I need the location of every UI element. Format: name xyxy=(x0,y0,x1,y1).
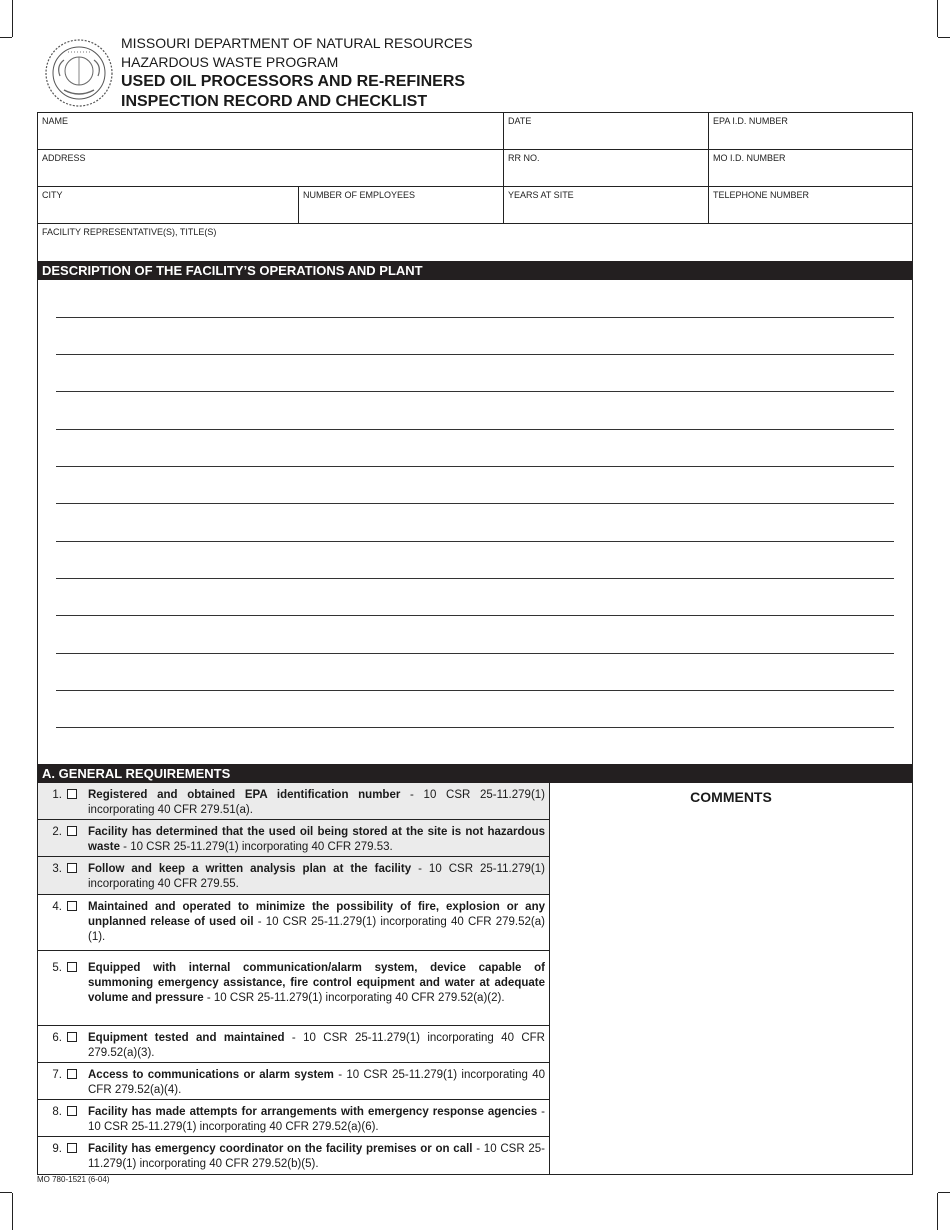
description-section-header: DESCRIPTION OF THE FACILITY’S OPERATIONS AND PLANT xyxy=(38,261,912,280)
representative-field[interactable]: FACILITY REPRESENTATIVE(S), TITLE(S) xyxy=(42,227,217,237)
address-field[interactable]: ADDRESS xyxy=(42,153,86,163)
program-name: HAZARDOUS WASTE PROGRAM xyxy=(121,54,339,70)
description-line[interactable] xyxy=(56,466,894,467)
requirement-checkbox[interactable] xyxy=(67,901,77,911)
grid-line xyxy=(38,223,912,224)
crop-mark xyxy=(938,1192,950,1193)
description-line[interactable] xyxy=(56,727,894,728)
requirement-checkbox[interactable] xyxy=(67,962,77,972)
requirement-checkbox[interactable] xyxy=(67,1032,77,1042)
mo-id-field[interactable]: MO I.D. NUMBER xyxy=(713,153,786,163)
requirement-row: 5. Equipped with internal communication/alarm system, device capable of summoning emergency assistance, fire control equipment and water at adequate volume and pressure - 10 CSR 25-11.279(1) incorporating 40 CFR 279.52(a)(2). xyxy=(38,951,549,1026)
requirement-checkbox[interactable] xyxy=(67,863,77,873)
grid-line xyxy=(298,186,299,223)
city-field[interactable]: CITY xyxy=(42,190,63,200)
state-seal-icon xyxy=(44,38,114,108)
grid-line xyxy=(503,113,504,223)
description-line[interactable] xyxy=(56,354,894,355)
requirement-row: 1. Registered and obtained EPA identification number - 10 CSR 25-11.279(1) incorporating 40 CFR 279.51(a). xyxy=(38,783,549,820)
requirement-checkbox[interactable] xyxy=(67,1143,77,1153)
form-title-line1: USED OIL PROCESSORS AND RE-REFINERS xyxy=(121,73,466,90)
grid-line xyxy=(38,186,912,187)
requirement-row: 4. Maintained and operated to minimize the possibility of fire, explosion or any unplanned release of used oil - 10 CSR 25-11.279(1) incorporating 40 CFR 279.52(a)(1). xyxy=(38,895,549,951)
agency-name: MISSOURI DEPARTMENT OF NATURAL RESOURCES xyxy=(121,35,473,51)
description-line[interactable] xyxy=(56,690,894,691)
requirement-checkbox[interactable] xyxy=(67,826,77,836)
name-field[interactable]: NAME xyxy=(42,116,69,126)
requirement-row: 9. Facility has emergency coordinator on the facility premises or on call - 10 CSR 25-11.279(1) incorporating 40 CFR 279.52(b)(5). xyxy=(52,1143,545,1170)
requirement-row: 7. Access to communications or alarm system - 10 CSR 25-11.279(1) incorporating 40 CFR 279.52(a)(4). xyxy=(38,1063,549,1100)
comments-heading: COMMENTS xyxy=(690,789,772,805)
telephone-field[interactable]: TELEPHONE NUMBER xyxy=(713,190,810,200)
epa-id-field[interactable]: EPA I.D. NUMBER xyxy=(713,116,788,126)
employees-field[interactable]: NUMBER OF EMPLOYEES xyxy=(303,190,416,200)
grid-line xyxy=(708,113,709,223)
date-field[interactable]: DATE xyxy=(508,116,532,126)
grid-line xyxy=(38,149,912,150)
description-line[interactable] xyxy=(56,615,894,616)
crop-mark xyxy=(12,1193,13,1230)
description-line[interactable] xyxy=(56,391,894,392)
requirement-checkbox[interactable] xyxy=(67,1069,77,1079)
years-at-site-field[interactable]: YEARS AT SITE xyxy=(508,190,574,200)
requirement-checkbox[interactable] xyxy=(67,1106,77,1116)
crop-mark xyxy=(0,1192,12,1193)
form-number: MO 780-1521 (6-04) xyxy=(37,1175,110,1184)
general-requirements-header: A. GENERAL REQUIREMENTS xyxy=(38,764,912,783)
crop-mark xyxy=(0,37,12,38)
description-line[interactable] xyxy=(56,653,894,654)
crop-mark xyxy=(937,1193,938,1230)
requirement-checkbox[interactable] xyxy=(67,789,77,799)
requirement-row: 6. Equipment tested and maintained - 10 CSR 25-11.279(1) incorporating 40 CFR 279.52(a)(3). xyxy=(38,1026,549,1063)
crop-mark xyxy=(12,0,13,37)
form-title-line2: INSPECTION RECORD AND CHECKLIST xyxy=(121,93,428,110)
form-header xyxy=(121,34,473,112)
crop-mark xyxy=(937,0,938,37)
description-line[interactable] xyxy=(56,541,894,542)
description-line[interactable] xyxy=(56,317,894,318)
description-line[interactable] xyxy=(56,578,894,579)
crop-mark xyxy=(938,37,950,38)
rr-no-field[interactable]: RR NO. xyxy=(508,153,540,163)
requirement-row: 8. Facility has made attempts for arrangements with emergency response agencies - 10 CSR 25-11.279(1) incorporating 40 CFR 279.52(a)(6). xyxy=(38,1100,549,1137)
description-line[interactable] xyxy=(56,429,894,430)
requirement-row: 3. Follow and keep a written analysis plan at the facility - 10 CSR 25-11.279(1) incorporating 40 CFR 279.55. xyxy=(38,857,549,895)
requirement-row: 2. Facility has determined that the used oil being stored at the site is not hazardous waste - 10 CSR 25-11.279(1) incorporating 40 CFR 279.53. xyxy=(38,820,549,857)
inspection-form xyxy=(37,112,913,1175)
comments-divider xyxy=(549,783,550,1174)
description-line[interactable] xyxy=(56,503,894,504)
